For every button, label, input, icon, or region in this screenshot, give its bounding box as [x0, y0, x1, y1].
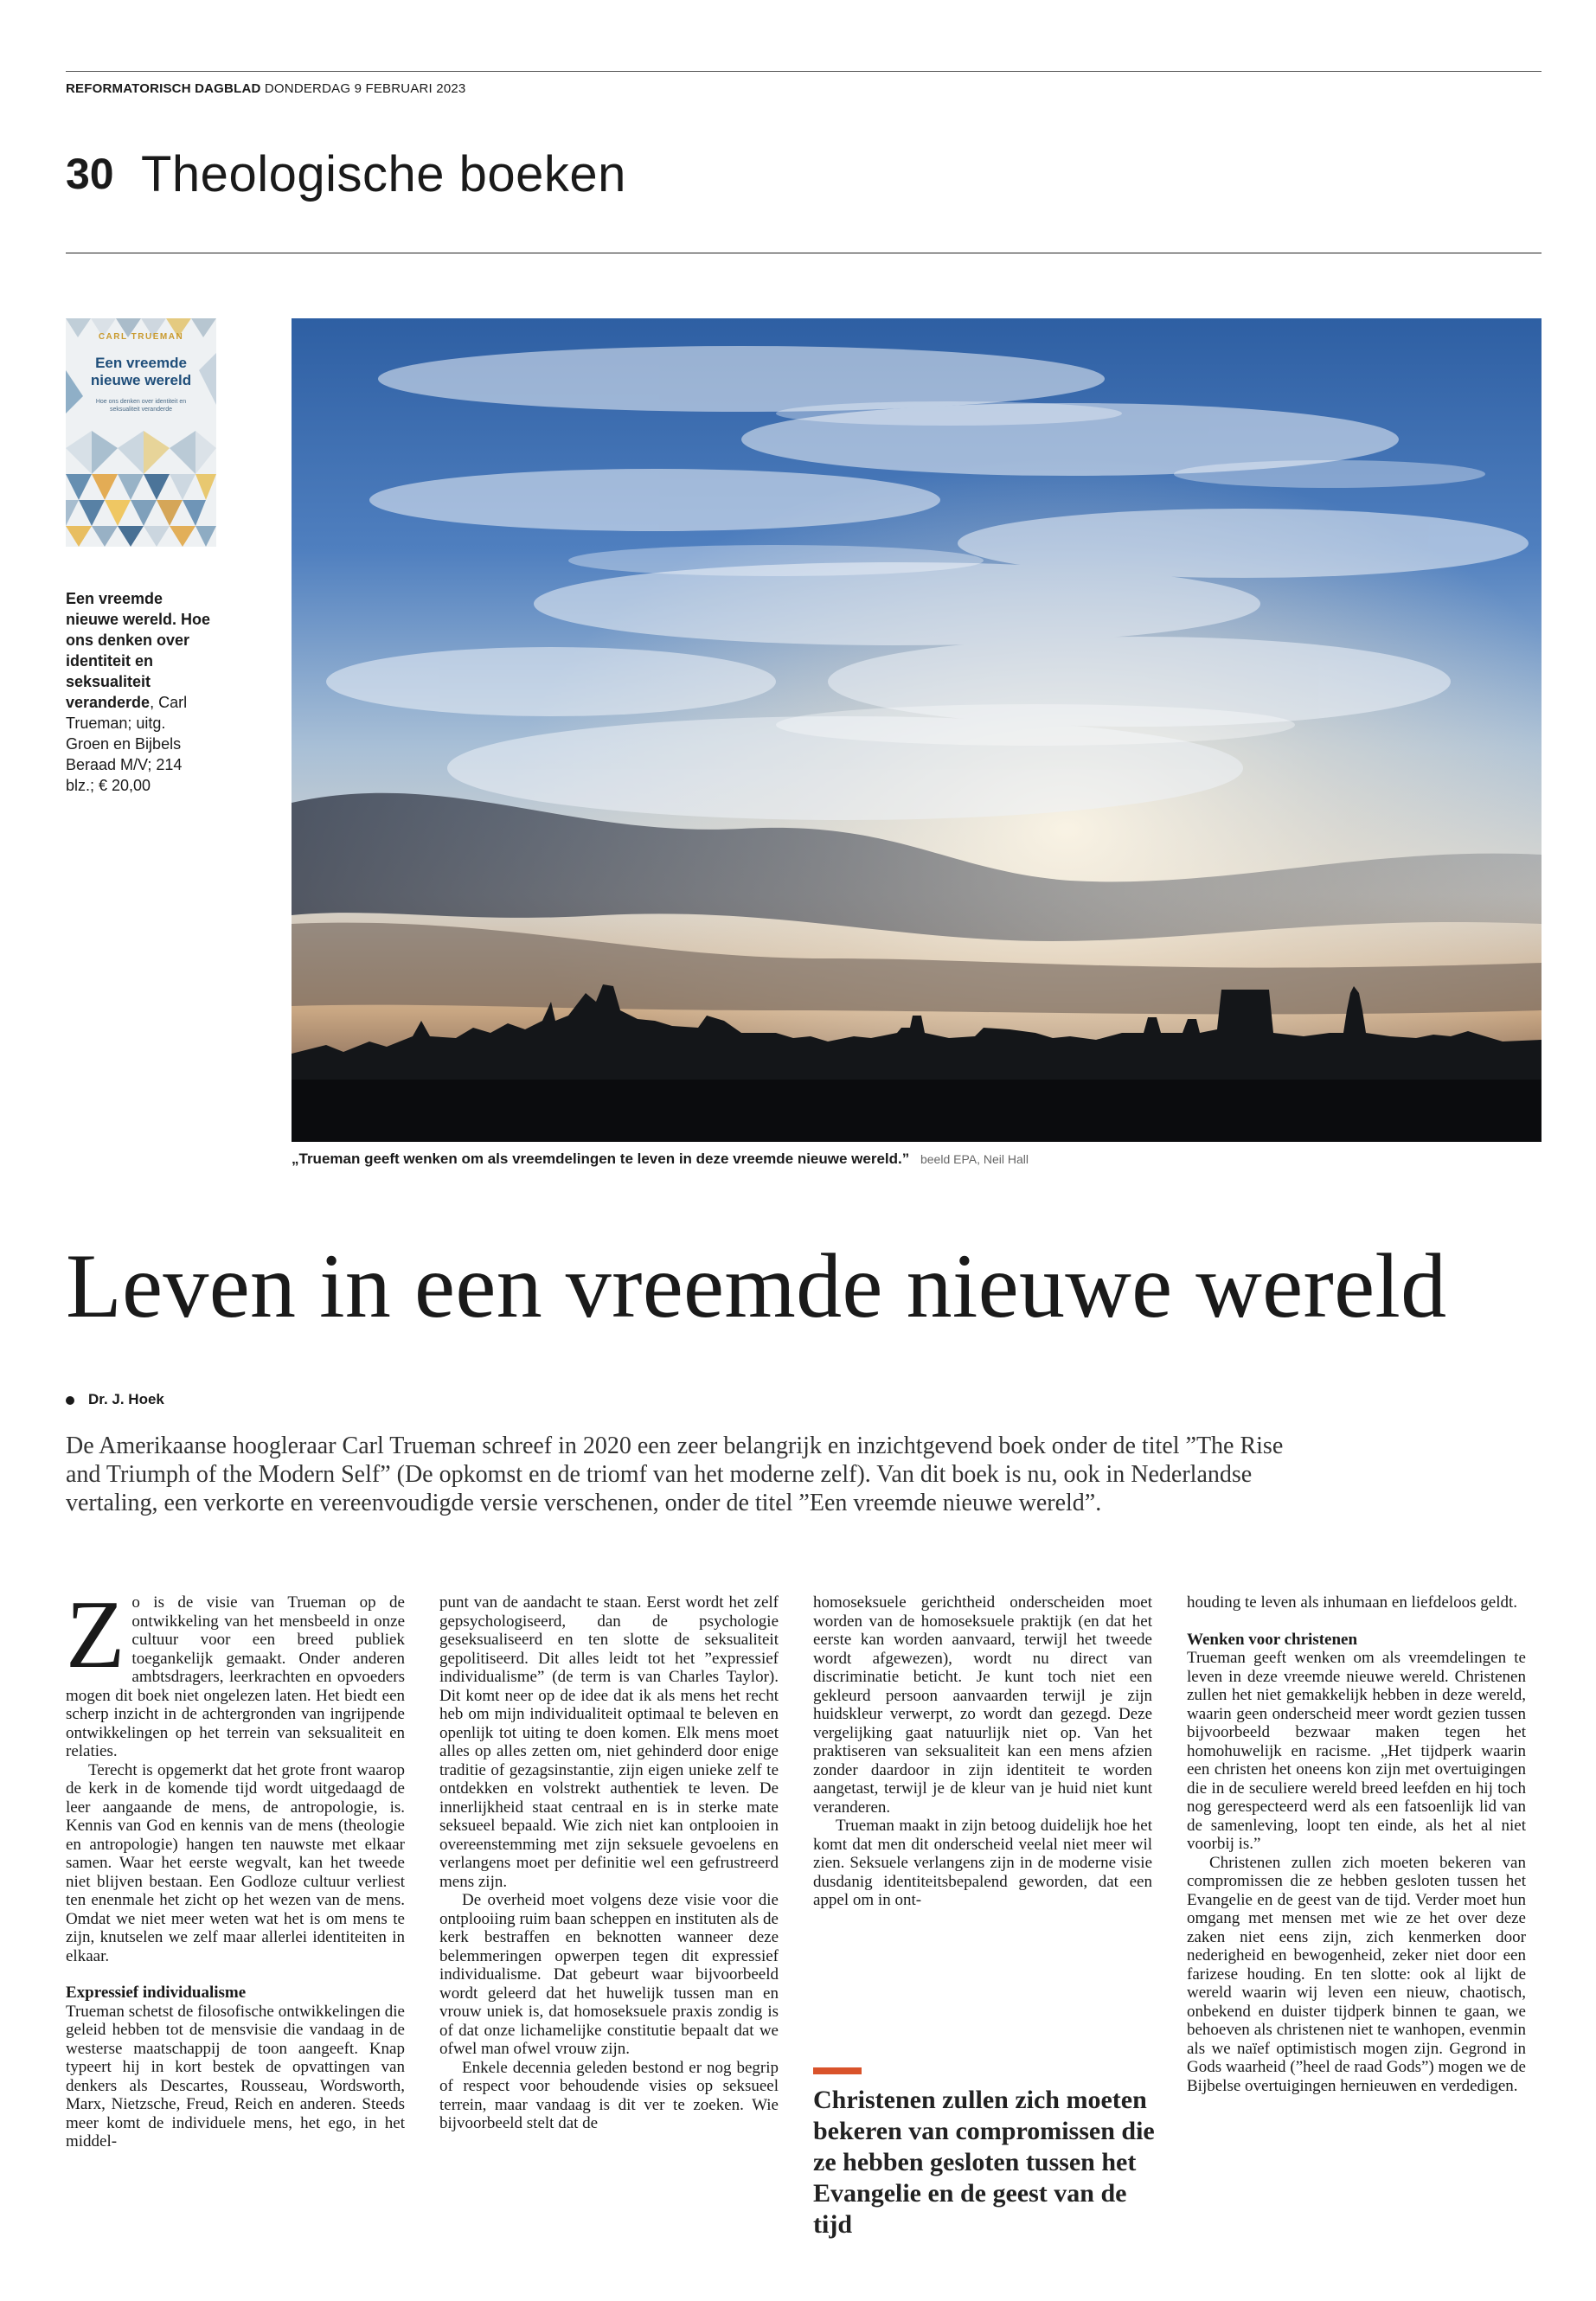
caption-text: „Trueman geeft wenken om als vreemdelingen te leven in deze vreemde nieuwe wereld.” — [292, 1150, 910, 1167]
byline — [66, 1391, 164, 1408]
pull-quote: Christenen zullen zich moeten bekeren van compromissen die ze hebben gesloten tussen het Evangelie en de geest van de tijd — [813, 2086, 1155, 2239]
column-3 — [813, 1593, 1152, 1910]
book-info — [66, 588, 213, 796]
paragraph: Terecht is opgemerkt dat het grote front waarop de kerk in de komende tijd wordt uitgedaagd de leer aangaande de mens, de antropologie, is. Kennis van God en kennis van de mens (theologie en antropologie) hangen ten nauwste met elkaar samen. Waar het eerste wegvalt, kan het tweede niet blijven bestaan. Een Godloze cultuur verliest ten enenmale het zicht op het wezen van de mens. Omdat we niet meer weten wat het is om mens te zijn, knutselen we zelf maar allerlei identiteiten in elkaar. — [66, 1760, 405, 1965]
paragraph: Zo is de visie van Trueman op de ontwikkeling van het mensbeeld in onze cultuur voor een breed publiek toegankelijk gemaakt. Onder anderen ambtsdragers, leerkrachten en opvoeders mogen dit boek niet ongelezen laten. Het biedt een scherp inzicht in de achtergronden van ingrijpende ontwikkelingen op het terrein van seksualiteit en relaties. — [66, 1581, 405, 1760]
byline-bullet-icon — [66, 1396, 74, 1405]
paragraph: Trueman schetst de filosofische ontwikkelingen die geleid hebben tot de mensvisie die vandaag in de westerse maatschappij de toon aangeeft. Knap typeert hij in kort bestek de opvattingen van denkers als Descartes, Rousseau, Wordsworth, Marx, Nietzsche, Freud, Reich en anderen. Steeds meer komt de individuele mens, het ego, in het middel- — [66, 2002, 405, 2150]
lead-paragraph: De Amerikaanse hoogleraar Carl Trueman schreef in 2020 een zeer belangrijk en inzichtgevend boek onder de titel ”The Rise and Triumph of the Modern Self” (De opkomst en de triomf van het moderne zelf). Van dit boek is nu, ook in Nederlandse vertaling, een verkorte en vereenvoudigde versie verschenen, onder de titel ”Een vreemde nieuwe wereld”. — [66, 1433, 1284, 1516]
pull-quote-accent-bar — [813, 2067, 862, 2074]
cover-subtitle: Hoe ons denken over identiteit en seksualiteit veranderde — [95, 399, 187, 413]
headline: Leven in een vreemde nieuwe wereld — [66, 1235, 1447, 1336]
paragraph: Christenen zullen zich moeten bekeren van compromissen die ze hebben gesloten tussen het Evangelie en de geest van de tijd. Verder moet hun omgang met mensen met wie ze het over deze zaken niet eens zijn, zich kenmerken door nederigheid en bewogenheid, zeker niet door een farizese houding. En ten slotte: ook al lijkt de wereld waarin wij leven een nieuw, chaotisch, onbekend en duister tijdperk binnen te gaan, we behoeven als christenen niet te wanhopen, evenmin als we naïef optimistisch mogen zijn. Gegrond in Gods waarheid (”heel de raad Gods”) mogen we de Bijbelse overtuigingen hernieuwen en verdedigen. — [1187, 1853, 1526, 2095]
paragraph: punt van de aandacht te staan. Eerst wordt het zelf gepsychologiseerd, dan de psychologie geseksualiseerd en ten slotte de seksualiteit gepolitiseerd. Dit alles leidt tot het ”expressief individualisme” (de term is van Charles Taylor). Dit komt neer op de idee dat ik als mens het recht heb om mijn individualiteit optimaal te beleven en openlijk tot uiting te doen komen. Elk mens moet alles op alles zetten om, niet gehinderd door enige traditie of gezagsinstantie, zijn eigen unieke zelf te ontdekken en volstrekt authentiek te leven. De innerlijkheid staat centraal en is in sterke mate seksueel bepaald. Wie zich niet kan ontplooien in overeenstemming met zijn seksuele gevoelens en verlangens moet per definitie wel een gefrustreerd mens zijn. — [439, 1593, 779, 1891]
paragraph: houding te leven als inhumaan en liefdeloos geldt. — [1187, 1593, 1518, 1612]
byline-author: Dr. J. Hoek — [88, 1391, 164, 1407]
paragraph: Enkele decennia geleden bestond er nog begrip of respect voor behoudende visies op seksueel terrein, maar vandaag is dit ver te zoeken. Wie bijvoorbeeld stelt dat de — [439, 2058, 779, 2132]
subheading: Wenken voor christenen — [1187, 1630, 1358, 1649]
paragraph: homoseksuele gerichtheid onderscheiden moet worden van de homoseksuele praktijk (en dat het eerste kan worden aanvaard, terwijl het tweede wordt afgewezen), wordt nu direct van discriminatie beticht. Je kunt toch niet een gekleurd persoon aanvaarden terwijl je zijn huidskleur verwerpt, zo wordt dan gezegd. Deze vergelijking gaat natuurlijk niet op. Van het praktiseren van seksualiteit kan een mens afzien zonder daardoor in zijn identiteit te worden aangetast, terwijl je de kleur van je huid niet kunt veranderen. — [813, 1593, 1152, 1817]
cover-title: Een vreemde nieuwe wereld — [90, 355, 192, 388]
skyline-photo — [292, 318, 1542, 1142]
paper-name: REFORMATORISCH DAGBLAD — [66, 81, 261, 96]
book-info-details: , Carl Trueman; uitg. Groen en Bijbels Beraad M/V; 214 blz.; € 20,00 — [66, 694, 188, 794]
paragraph: Trueman geeft wenken om als vreemdelingen te leven in deze vreemde nieuwe wereld. Christenen zullen het niet gemakkelijk hebben in deze wereld, waarin geen onderscheid meer wordt gezien tussen bijvoorbeeld bezwaar maken tegen het homohuwelijk en racisme. „Het tijdperk waarin een christen het oneens kon zijn met overtuigingen die in de seculiere wereld breed leefden en hij toch nog gerespecteerd werd als een fatsoenlijk lid van de samenleving, loopt ten einde, als het al niet voorbij is.” — [1187, 1649, 1526, 1853]
masthead — [66, 81, 465, 96]
cover-author: CARL TRUEMAN — [98, 332, 184, 342]
issue-date: DONDERDAG 9 FEBRUARI 2023 — [264, 81, 466, 96]
section-title: Theologische boeken — [141, 146, 626, 202]
photo-credit: beeld EPA, Neil Hall — [920, 1152, 1029, 1166]
column-1 — [66, 1581, 405, 2151]
page-number: 30 — [66, 150, 114, 198]
top-rule — [66, 71, 1542, 72]
column-4 — [1187, 1593, 1526, 2095]
book-info-title: Een vreemde nieuwe wereld. Hoe ons denken over identiteit en seksualiteit veranderde — [66, 590, 211, 711]
drop-cap: Z — [66, 1581, 125, 1689]
photo-caption — [292, 1150, 1029, 1168]
book-cover-image — [66, 318, 216, 547]
paragraph: Trueman maakt in zijn betoog duidelijk hoe het komt dat men dit onderscheid veelal niet meer wil zien. Seksuele verlangens zijn in de moderne visie dusdanig identiteitsbepalend geworden, dat een appel om in ont- — [813, 1817, 1152, 1909]
paragraph: De overheid moet volgens deze visie voor die ontplooiing ruim baan scheppen en instituten als de kerk bestraffen en beknotten wanneer deze belemmeringen opwerpen tegen dit expressief individualisme. Dat gebeurt waar bijvoorbeeld wordt geleerd dat het huwelijk tussen man en vrouw uniek is, dat homoseksuele praxis zondig is of dat onze lichamelijke constitutie bepaalt dat we ofwel man ofwel vrouw zijn. — [439, 1891, 779, 2058]
subheading: Expressief individualisme — [66, 1984, 247, 2002]
column-2 — [439, 1593, 779, 2133]
